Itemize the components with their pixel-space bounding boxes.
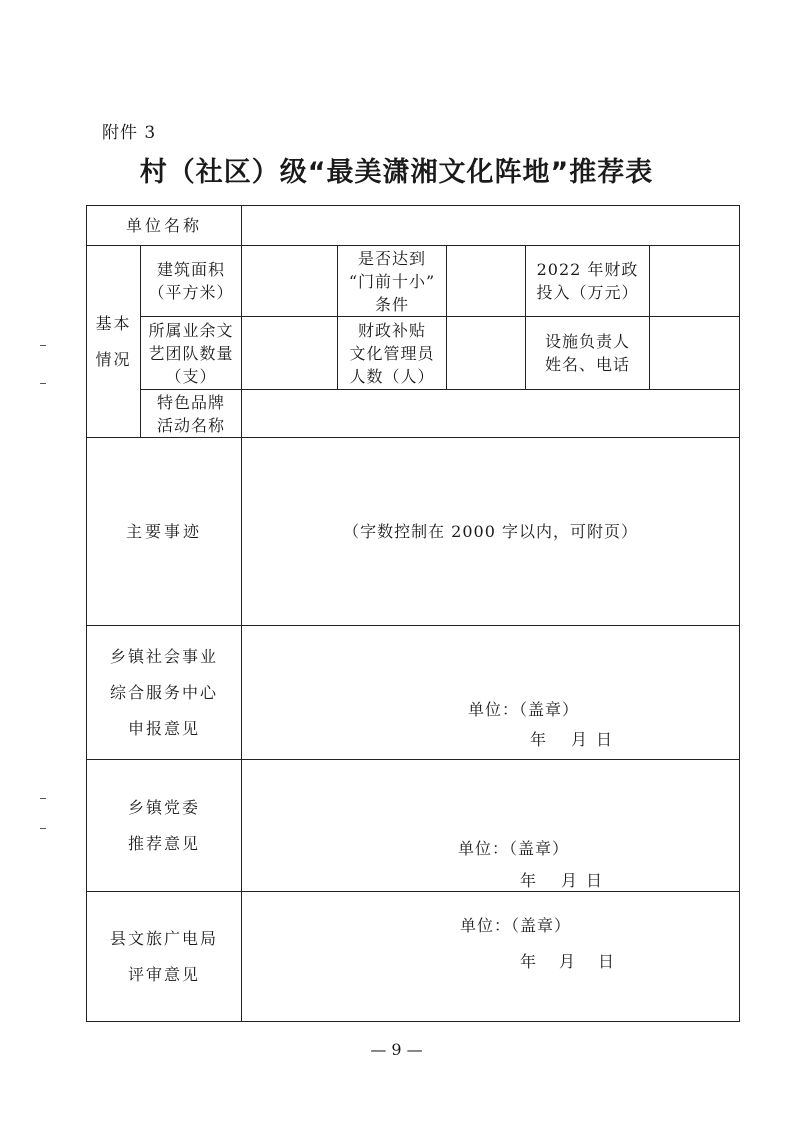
date-line: 年 月 日	[520, 871, 604, 890]
page-number: — 9 —	[370, 1040, 423, 1059]
county-row	[87, 892, 740, 1022]
basic-info-row-1	[87, 246, 740, 317]
basic-info-row-3	[87, 390, 740, 438]
deeds-row	[87, 438, 740, 626]
deeds-note: （字数控制在 2000 字以内，可附页）	[343, 522, 638, 541]
scan-speck	[40, 345, 46, 346]
finance-field[interactable]	[650, 246, 740, 317]
town-center-label: 乡镇社会事业 综合服务中心 申报意见	[87, 626, 242, 760]
deeds-label: 主要事迹	[87, 438, 242, 626]
seal-unit-label: 单位：（盖章）	[458, 839, 570, 858]
seal-unit-label: 单位：（盖章）	[460, 916, 572, 935]
building-area-field[interactable]	[242, 246, 338, 317]
attachment-label: 附件 3	[102, 123, 157, 143]
basic-info-label: 基本 情况	[87, 246, 141, 438]
unit-name-row	[87, 206, 740, 246]
troupe-label: 所属业余文 艺团队数量 （支）	[141, 317, 242, 390]
standard-label: 是否达到 “门前十小” 条件	[338, 246, 447, 317]
date-line: 年 月 日	[520, 952, 616, 971]
basic-info-row-2	[87, 317, 740, 390]
town-center-row	[87, 626, 740, 760]
document-title: 村（社区）级“最美潇湘文化阵地”推荐表	[139, 157, 654, 188]
seal-unit-label: 单位：（盖章）	[468, 700, 580, 719]
county-label: 县文旅广电局 评审意见	[87, 892, 242, 1022]
town-center-opinion-field[interactable]	[242, 626, 740, 760]
scan-speck	[40, 798, 46, 799]
unit-name-field[interactable]	[242, 206, 740, 246]
facility-field[interactable]	[650, 317, 740, 390]
deeds-field[interactable]	[242, 438, 740, 626]
standard-field[interactable]	[447, 246, 526, 317]
subsidy-field[interactable]	[447, 317, 526, 390]
town-party-row	[87, 760, 740, 892]
county-opinion-field[interactable]	[242, 892, 740, 1022]
troupe-field[interactable]	[242, 317, 338, 390]
town-party-opinion-field[interactable]	[242, 760, 740, 892]
recommendation-form	[86, 205, 740, 1022]
brand-label: 特色品牌 活动名称	[141, 390, 242, 438]
finance-label: 2022 年财政 投入（万元）	[526, 246, 650, 317]
subsidy-label: 财政补贴 文化管理员 人数（人）	[338, 317, 447, 390]
building-area-label: 建筑面积 （平方米）	[141, 246, 242, 317]
town-party-label: 乡镇党委 推荐意见	[87, 760, 242, 892]
unit-name-label: 单位名称	[87, 206, 242, 246]
scan-speck	[40, 383, 46, 384]
date-line: 年 月 日	[530, 730, 614, 749]
brand-field[interactable]	[242, 390, 740, 438]
facility-label: 设施负责人 姓名、电话	[526, 317, 650, 390]
scan-speck	[40, 828, 46, 829]
